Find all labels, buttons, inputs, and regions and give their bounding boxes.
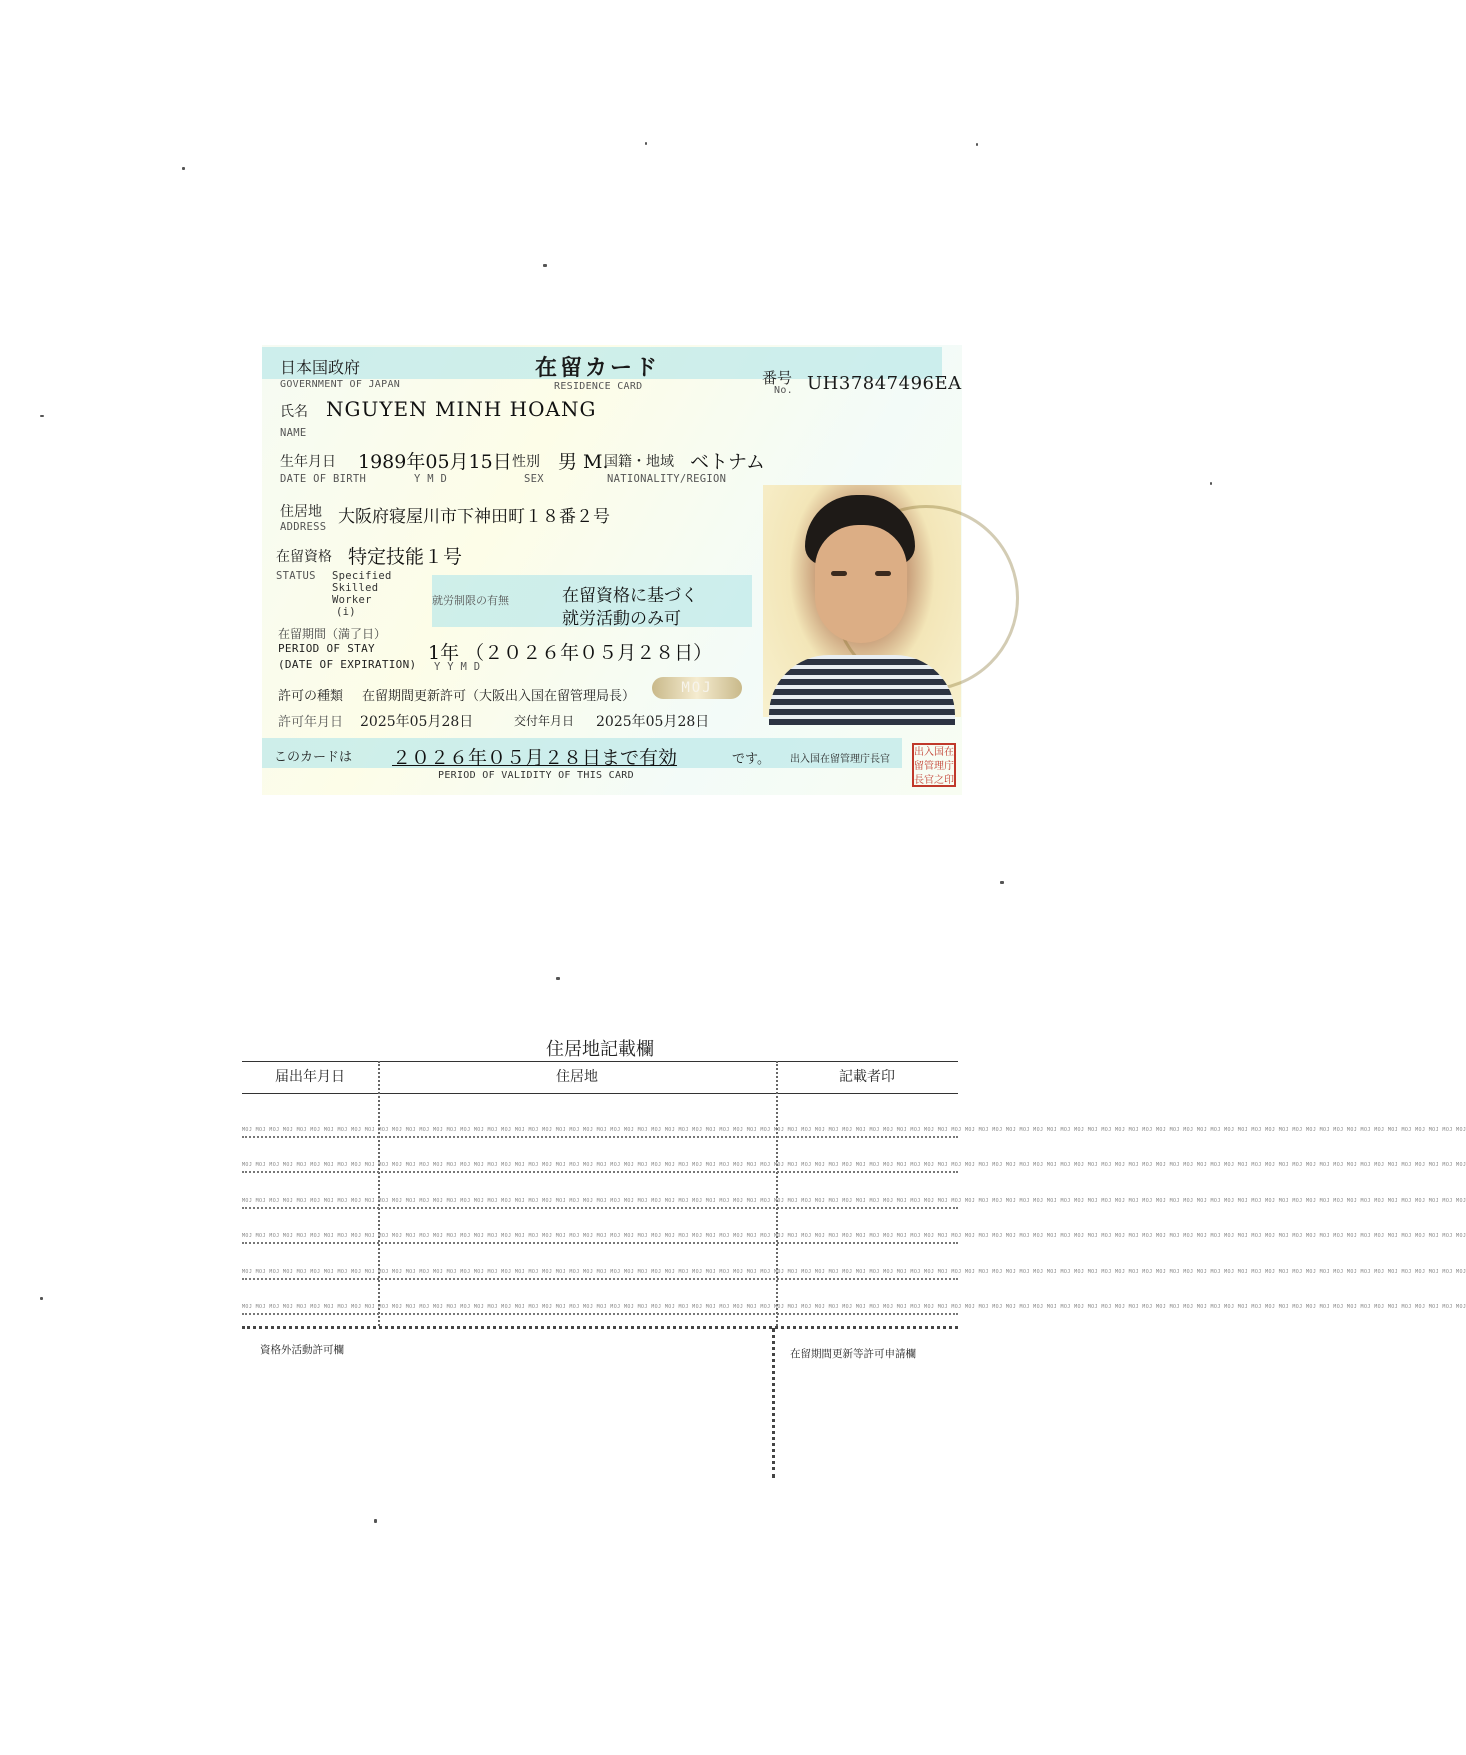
number-label-jp: 番号 [762,369,793,387]
validity-suffix: です。 [732,752,770,767]
birth-label-en: DATE OF BIRTH [280,473,367,485]
birth-ymd: Y M D [414,473,448,485]
scan-speck [556,977,560,980]
microprint-row: MOJ MOJ MOJ MOJ MOJ MOJ MOJ MOJ MOJ MOJ MOJ MOJ MOJ MOJ MOJ MOJ MOJ MOJ MOJ MOJ MOJ MOJ MOJ MOJ MOJ MOJ MOJ MOJ MOJ MOJ MOJ MOJ MOJ MOJ MOJ MOJ MOJ MOJ MOJ MOJ MOJ MOJ MOJ MOJ MOJ MOJ MOJ MOJ MOJ MOJ MOJ MOJ MOJ MOJ MOJ MOJ MOJ MOJ MOJ MOJ MOJ MOJ MOJ MOJ MOJ MOJ MOJ MOJ MOJ MOJ MOJ MOJ MOJ MOJ MOJ MOJ MOJ MOJ MOJ MOJ MOJ MOJ MOJ MOJ MOJ MOJ MOJ MOJ MOJ MOJ [242,1269,1466,1275]
residence-card-front [262,345,962,795]
permit-date-label: 許可年月日 [278,715,344,730]
validity-prefix: このカードは [274,750,353,765]
column-header-address: 住居地 [556,1069,598,1085]
birth-date: 1989年05月15日 [358,451,512,473]
scan-speck [543,264,547,267]
birth-label-jp: 生年月日 [280,454,336,470]
extra-activity-permission-label: 資格外活動許可欄 [260,1344,344,1356]
photo-face [815,525,907,643]
microprint-row: MOJ MOJ MOJ MOJ MOJ MOJ MOJ MOJ MOJ MOJ MOJ MOJ MOJ MOJ MOJ MOJ MOJ MOJ MOJ MOJ MOJ MOJ MOJ MOJ MOJ MOJ MOJ MOJ MOJ MOJ MOJ MOJ MOJ MOJ MOJ MOJ MOJ MOJ MOJ MOJ MOJ MOJ MOJ MOJ MOJ MOJ MOJ MOJ MOJ MOJ MOJ MOJ MOJ MOJ MOJ MOJ MOJ MOJ MOJ MOJ MOJ MOJ MOJ MOJ MOJ MOJ MOJ MOJ MOJ MOJ MOJ MOJ MOJ MOJ MOJ MOJ MOJ MOJ MOJ MOJ MOJ MOJ MOJ MOJ MOJ MOJ MOJ MOJ MOJ MOJ [242,1162,1466,1168]
address-label-jp: 住居地 [280,504,322,520]
official-seal: 出入国在留管理庁長官之印 [912,743,956,787]
entry-row-line [242,1233,1466,1245]
status-value-en-1: Specified [332,570,392,582]
number-label-en: No. [774,385,793,396]
column-header-date: 届出年月日 [275,1069,345,1085]
status-value-en-4: (i) [336,606,356,618]
header-bottom-rule [242,1093,958,1094]
card-number: UH37847496EA [807,373,962,394]
work-restriction-label: 就労制限の有無 [432,594,509,607]
gov-en: GOVERNMENT OF JAPAN [280,379,401,390]
period-label-en-1: PERIOD OF STAY [278,642,375,655]
card-title-en: RESIDENCE CARD [554,381,643,392]
scan-speck [374,1519,377,1523]
status-label-en: STATUS [276,570,316,582]
entry-row-line [242,1162,1466,1174]
validity-label-en: PERIOD OF VALIDITY OF THIS CARD [438,770,634,781]
photo-eye-left [831,571,847,576]
entry-row-line [242,1127,1466,1139]
entry-row-line [242,1304,1466,1316]
moj-hologram-badge: MOJ [652,677,742,699]
validity-date: ２０２６年０５月２８日まで有効 [392,747,678,769]
address-label-en: ADDRESS [280,521,327,533]
scan-speck [1210,482,1212,485]
issue-date-value: 2025年05月28日 [596,714,710,730]
status-value-jp: 特定技能１号 [348,546,463,568]
permission-label: 許可の種類 [278,689,344,704]
period-ymd: Y Y M D [434,661,481,673]
residence-card-back [242,1035,1466,1480]
photo-shirt [769,655,955,725]
scan-speck [40,1297,43,1300]
microprint-row: MOJ MOJ MOJ MOJ MOJ MOJ MOJ MOJ MOJ MOJ MOJ MOJ MOJ MOJ MOJ MOJ MOJ MOJ MOJ MOJ MOJ MOJ MOJ MOJ MOJ MOJ MOJ MOJ MOJ MOJ MOJ MOJ MOJ MOJ MOJ MOJ MOJ MOJ MOJ MOJ MOJ MOJ MOJ MOJ MOJ MOJ MOJ MOJ MOJ MOJ MOJ MOJ MOJ MOJ MOJ MOJ MOJ MOJ MOJ MOJ MOJ MOJ MOJ MOJ MOJ MOJ MOJ MOJ MOJ MOJ MOJ MOJ MOJ MOJ MOJ MOJ MOJ MOJ MOJ MOJ MOJ MOJ MOJ MOJ MOJ MOJ MOJ MOJ MOJ MOJ [242,1233,1466,1239]
work-restriction-value-1: 在留資格に基づく [562,586,698,606]
lower-section-divider [772,1328,775,1478]
sex-label-en: SEX [524,473,544,485]
permission-value: 在留期間更新許可（大阪出入国在留管理局長） [362,689,636,704]
nationality-value: ベトナム [690,451,766,473]
status-value-en-2: Skilled [332,582,379,594]
entry-row-line [242,1269,1466,1281]
period-label-jp: 在留期間（満了日） [278,627,387,641]
lower-section-rule [242,1326,958,1329]
scan-speck [976,143,978,146]
holder-photo [763,485,961,717]
gov-jp: 日本国政府 [280,358,361,377]
nationality-label-en: NATIONALITY/REGION [607,473,727,485]
back-title: 住居地記載欄 [546,1039,654,1060]
status-label-jp: 在留資格 [276,549,332,565]
status-value-en-3: Worker [332,594,372,606]
period-value: 1年 （２０２６年０５月２８日） [428,642,713,664]
scan-speck [182,167,185,170]
microprint-row: MOJ MOJ MOJ MOJ MOJ MOJ MOJ MOJ MOJ MOJ MOJ MOJ MOJ MOJ MOJ MOJ MOJ MOJ MOJ MOJ MOJ MOJ MOJ MOJ MOJ MOJ MOJ MOJ MOJ MOJ MOJ MOJ MOJ MOJ MOJ MOJ MOJ MOJ MOJ MOJ MOJ MOJ MOJ MOJ MOJ MOJ MOJ MOJ MOJ MOJ MOJ MOJ MOJ MOJ MOJ MOJ MOJ MOJ MOJ MOJ MOJ MOJ MOJ MOJ MOJ MOJ MOJ MOJ MOJ MOJ MOJ MOJ MOJ MOJ MOJ MOJ MOJ MOJ MOJ MOJ MOJ MOJ MOJ MOJ MOJ MOJ MOJ MOJ MOJ MOJ [242,1304,1466,1310]
issue-date-label: 交付年月日 [514,714,575,728]
scan-speck [645,142,647,145]
scan-speck [40,415,44,417]
name-label-jp: 氏名 [280,404,308,420]
sex-value: 男 M. [558,451,609,473]
period-label-en-2: (DATE OF EXPIRATION) [278,658,417,671]
permit-date-value: 2025年05月28日 [360,714,474,730]
photo-eye-right [875,571,891,576]
nationality-label-jp: 国籍・地域 [604,454,674,470]
scan-speck [1000,881,1004,884]
microprint-row: MOJ MOJ MOJ MOJ MOJ MOJ MOJ MOJ MOJ MOJ MOJ MOJ MOJ MOJ MOJ MOJ MOJ MOJ MOJ MOJ MOJ MOJ MOJ MOJ MOJ MOJ MOJ MOJ MOJ MOJ MOJ MOJ MOJ MOJ MOJ MOJ MOJ MOJ MOJ MOJ MOJ MOJ MOJ MOJ MOJ MOJ MOJ MOJ MOJ MOJ MOJ MOJ MOJ MOJ MOJ MOJ MOJ MOJ MOJ MOJ MOJ MOJ MOJ MOJ MOJ MOJ MOJ MOJ MOJ MOJ MOJ MOJ MOJ MOJ MOJ MOJ MOJ MOJ MOJ MOJ MOJ MOJ MOJ MOJ MOJ MOJ MOJ MOJ MOJ MOJ [242,1198,1466,1204]
card-title-jp: 在留カード [535,355,661,381]
sex-label-jp: 性別 [512,454,540,470]
header-top-rule [242,1061,958,1062]
microprint-row: MOJ MOJ MOJ MOJ MOJ MOJ MOJ MOJ MOJ MOJ MOJ MOJ MOJ MOJ MOJ MOJ MOJ MOJ MOJ MOJ MOJ MOJ MOJ MOJ MOJ MOJ MOJ MOJ MOJ MOJ MOJ MOJ MOJ MOJ MOJ MOJ MOJ MOJ MOJ MOJ MOJ MOJ MOJ MOJ MOJ MOJ MOJ MOJ MOJ MOJ MOJ MOJ MOJ MOJ MOJ MOJ MOJ MOJ MOJ MOJ MOJ MOJ MOJ MOJ MOJ MOJ MOJ MOJ MOJ MOJ MOJ MOJ MOJ MOJ MOJ MOJ MOJ MOJ MOJ MOJ MOJ MOJ MOJ MOJ MOJ MOJ MOJ MOJ MOJ MOJ [242,1127,1466,1133]
issuer-name: 出入国在留管理庁長官 [790,754,890,765]
entry-row-line [242,1198,1466,1210]
address-value: 大阪府寝屋川市下神田町１８番２号 [338,507,610,527]
extension-application-label: 在留期間更新等許可申請欄 [790,1348,916,1360]
holder-name: NGUYEN MINH HOANG [326,397,597,421]
column-divider-1 [378,1061,380,1326]
column-header-stamp: 記載者印 [839,1069,895,1085]
name-label-en: NAME [280,427,307,439]
column-divider-2 [776,1061,778,1326]
work-restriction-value-2: 就労活動のみ可 [562,609,681,629]
